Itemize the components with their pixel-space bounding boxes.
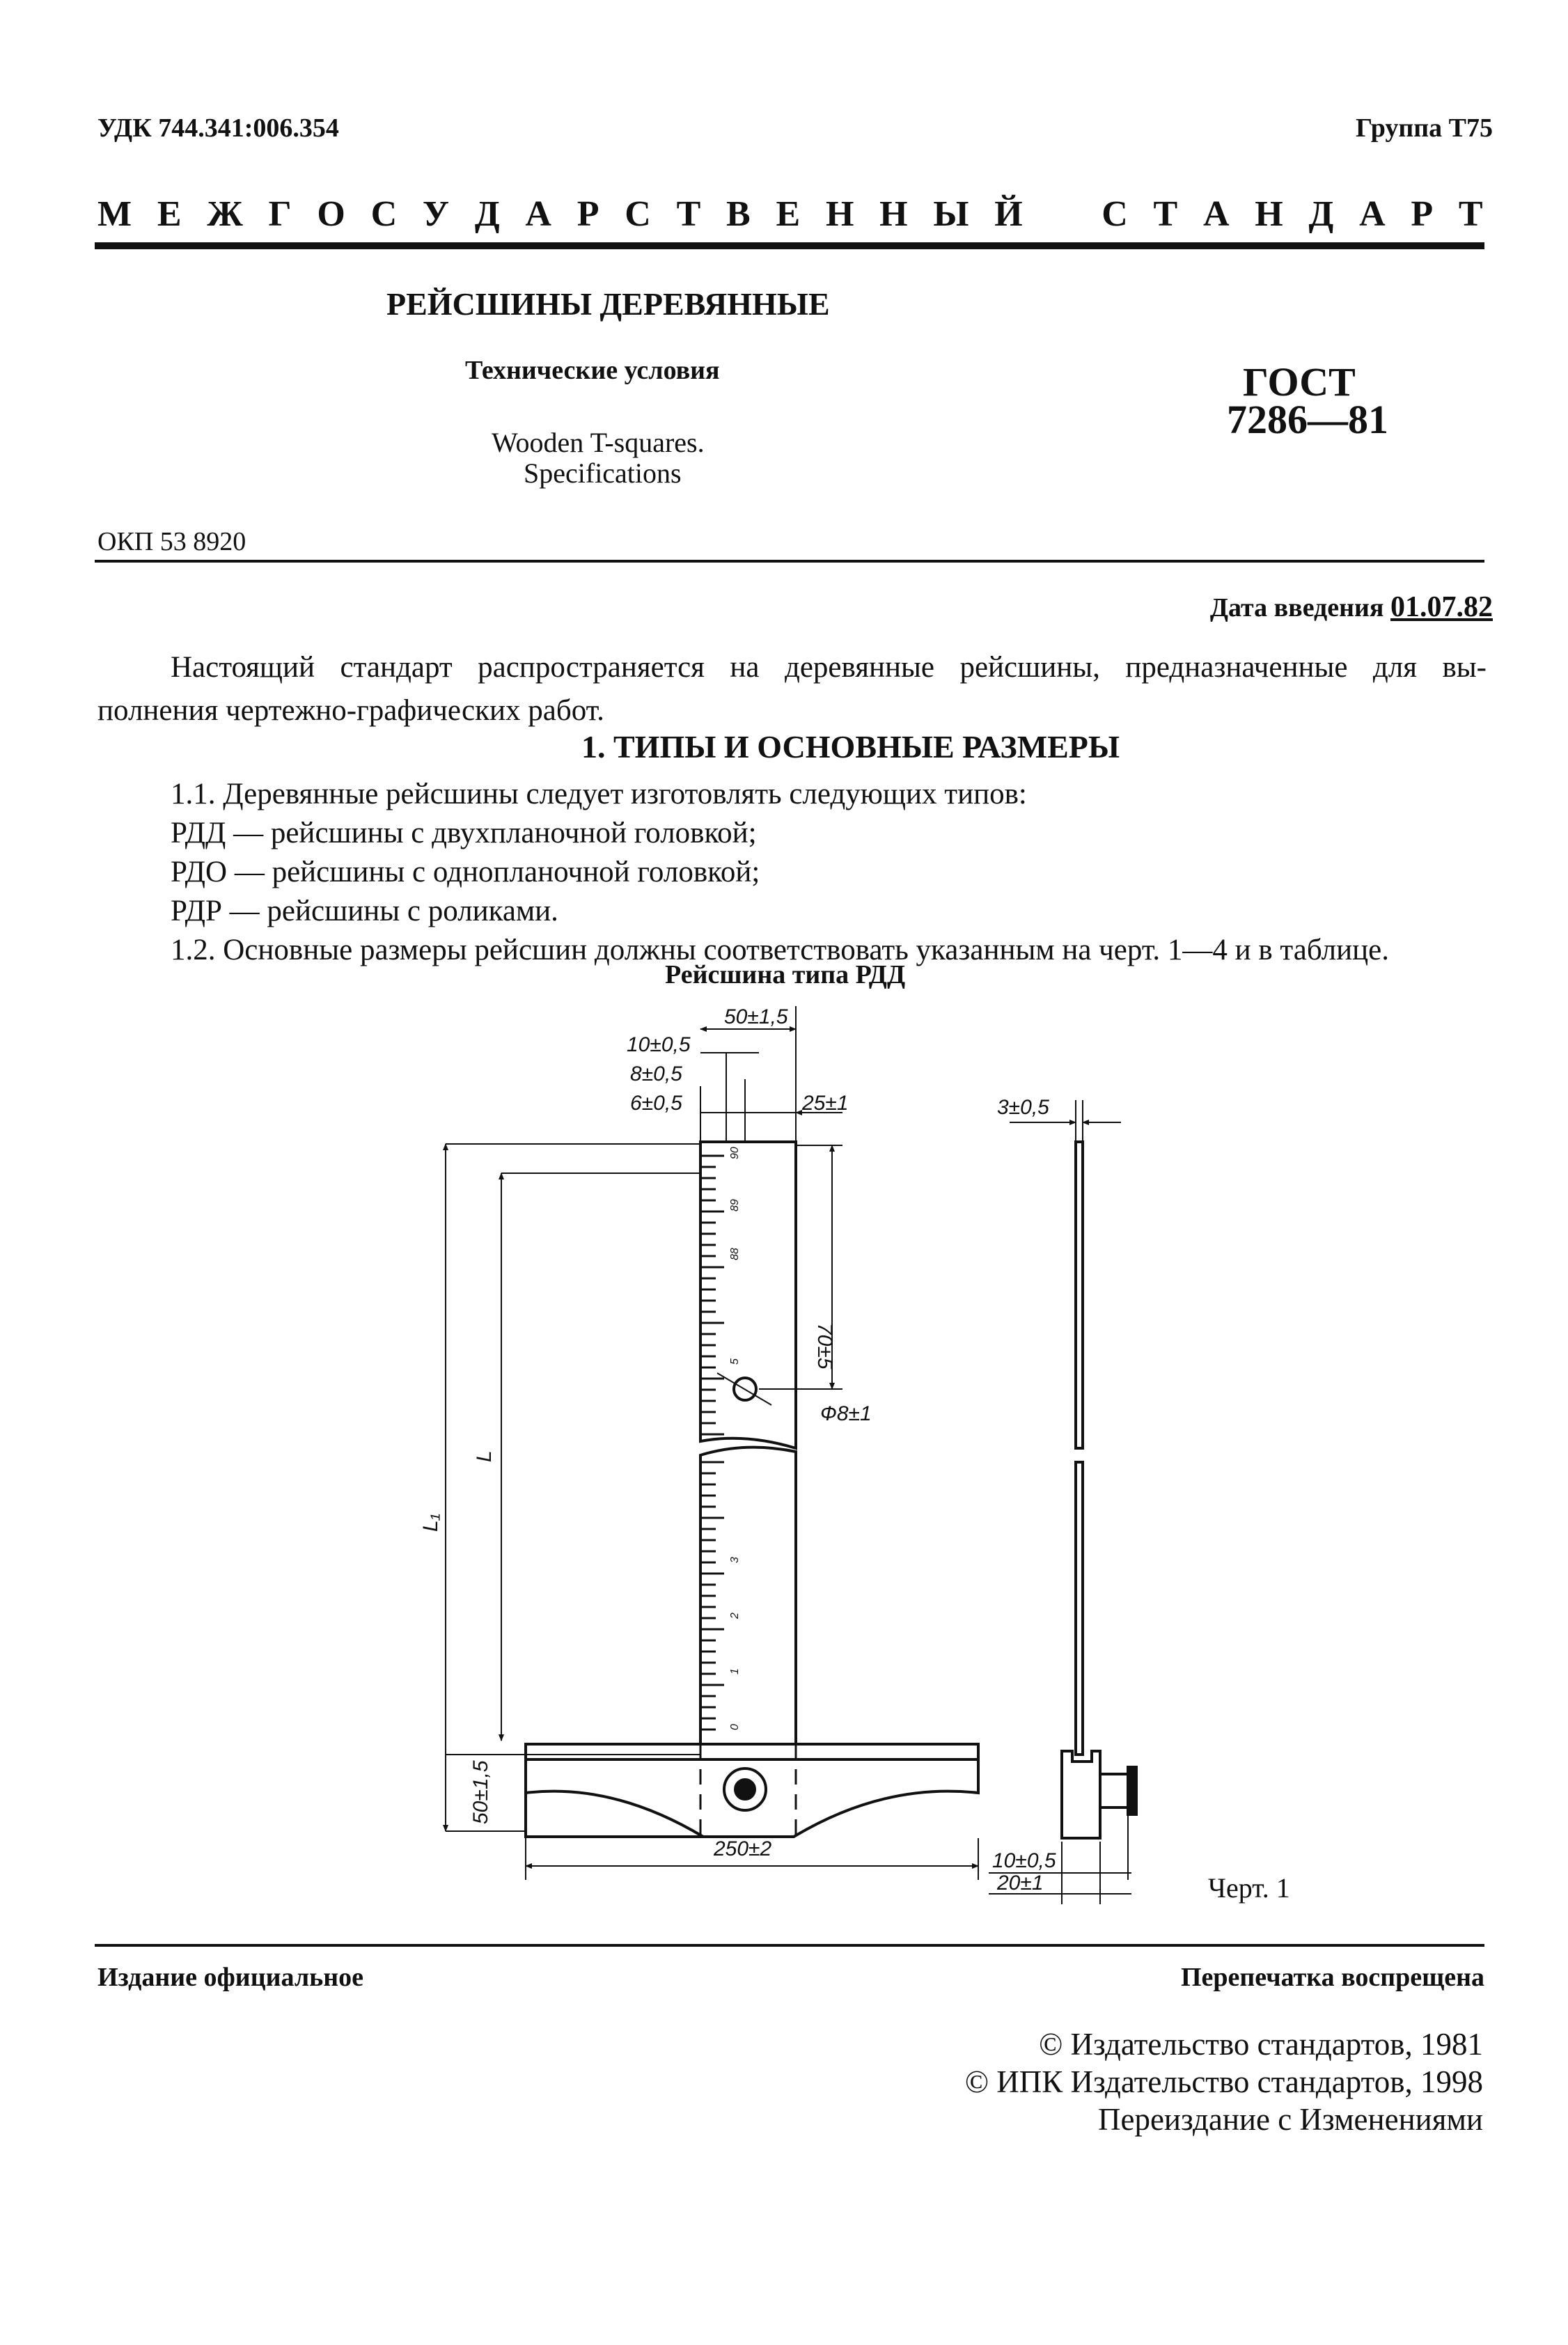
banner-letter: Н (825, 194, 854, 234)
banner-letter: Н (879, 194, 908, 234)
dim-L: L (473, 1450, 496, 1462)
figure-caption: Рейсшина типа РДД (665, 960, 906, 989)
intro-line1: Настоящий стандарт распространяется на деревянные рейсшины, предназначенные для вы- (171, 651, 1487, 684)
interstate-standard-banner (97, 194, 1483, 235)
banner-letter: Т (1458, 194, 1483, 234)
effective-date-value: 01.07.82 (1390, 591, 1493, 623)
banner-letter: Й (994, 194, 1023, 234)
effective-date (1210, 590, 1493, 624)
footer-rule (95, 1944, 1484, 1947)
dim-50-vertical: 50±1,5 (469, 1760, 492, 1824)
dim-25: 25±1 (802, 1092, 849, 1115)
banner-letter: А (1202, 194, 1230, 234)
banner-letter: С (1101, 194, 1128, 234)
t-square-drawing (390, 989, 1518, 1915)
gost-number: 7286—81 (1227, 397, 1388, 442)
dim-50-top: 50±1,5 (724, 1005, 788, 1028)
banner-letter: С (370, 194, 398, 234)
banner-letter: Р (577, 194, 599, 234)
reissue-note: Переиздание с Изменениями (1097, 2102, 1483, 2137)
banner-letter: Р (1411, 194, 1434, 234)
paragraph-1-1: 1.1. Деревянные рейсшины следует изготовлять следующих типов: (171, 778, 1027, 810)
group-code: Группа Т75 (1355, 113, 1493, 143)
dim-10-side: 10±0,5 (992, 1849, 1056, 1872)
banner-letter: Т (676, 194, 701, 234)
dim-phi8: Ф8±1 (820, 1402, 872, 1425)
banner-letter: Ж (207, 194, 243, 234)
type-rdo: РДО — рейсшины с однопланочной головкой; (171, 856, 760, 888)
svg-text:88: 88 (729, 1248, 741, 1260)
blade-outline (700, 1142, 796, 1744)
banner-letter: А (1359, 194, 1386, 234)
intro-line2: полнения чертежно-графических работ. (97, 694, 604, 727)
effective-date-label: Дата введения (1209, 593, 1384, 622)
paragraph-1-2: 1.2. Основные размеры рейсшин должны соответствовать указанным на черт. 1—4 и в таблице. (171, 934, 1389, 966)
dim-6: 6±0,5 (630, 1092, 682, 1115)
banner-letter: Т (1153, 194, 1178, 234)
reprint-prohibited: Перепечатка воспрещена (1180, 1963, 1484, 1992)
banner-letter: С (625, 194, 651, 234)
official-edition: Издание официальное (97, 1963, 364, 1992)
type-rdr: РДР — рейсшины с роликами. (171, 895, 558, 927)
banner-letter: В (726, 194, 751, 234)
banner-letter: М (97, 194, 132, 234)
banner-letter: Е (157, 194, 182, 234)
banner-letter: Д (1308, 194, 1334, 234)
document-subtitle: Технические условия (465, 356, 720, 385)
dim-20: 20±1 (997, 1872, 1044, 1895)
udk-code: УДК 744.341:006.354 (97, 113, 339, 143)
wing-nut-icon (724, 1768, 766, 1810)
banner-rule (95, 242, 1484, 249)
type-rdd: РДД — рейсшины с двухпланочной головкой; (171, 817, 757, 849)
dim-250: 250±2 (714, 1837, 772, 1860)
ruler-scale (700, 1156, 724, 1730)
banner-letter: У (422, 194, 450, 234)
dim-10: 10±0,5 (627, 1033, 691, 1056)
banner-letter: О (317, 194, 345, 234)
svg-text:3: 3 (729, 1557, 741, 1563)
dim-L1: L₁ (419, 1513, 442, 1532)
svg-text:90: 90 (729, 1147, 741, 1159)
section-heading: 1. ТИПЫ И ОСНОВНЫЕ РАЗМЕРЫ (581, 729, 1120, 764)
banner-letter: Е (776, 194, 801, 234)
okp-code: ОКП 53 8920 (97, 527, 246, 556)
banner-letter: Д (474, 194, 500, 234)
english-title-line1: Wooden T-squares. (492, 427, 705, 458)
banner-gap (1048, 194, 1076, 235)
banner-letter: Н (1255, 194, 1283, 234)
svg-text:2: 2 (729, 1613, 741, 1619)
dim-8: 8±0,5 (630, 1062, 682, 1085)
english-title-line2: Specifications (524, 457, 682, 489)
svg-text:0: 0 (729, 1724, 741, 1730)
svg-text:1: 1 (729, 1668, 741, 1675)
document-title: РЕЙСШИНЫ ДЕРЕВЯННЫЕ (386, 286, 830, 322)
side-view (1062, 1142, 1136, 1838)
gost-label: ГОСТ (1243, 359, 1356, 405)
banner-letter: Г (268, 194, 292, 234)
banner-letter: А (525, 194, 551, 234)
figure-label: Черт. 1 (1208, 1872, 1290, 1904)
dim-3: 3±0,5 (997, 1096, 1049, 1119)
dim-70: 70±5 (813, 1323, 836, 1370)
title-rule (95, 560, 1484, 563)
banner-letter: Ы (933, 194, 969, 234)
copyright-1998: © ИПК Издательство стандартов, 1998 (964, 2064, 1483, 2099)
svg-text:5: 5 (729, 1358, 741, 1365)
svg-text:89: 89 (729, 1199, 741, 1211)
copyright-1981: © Издательство стандартов, 1981 (1039, 2027, 1483, 2062)
